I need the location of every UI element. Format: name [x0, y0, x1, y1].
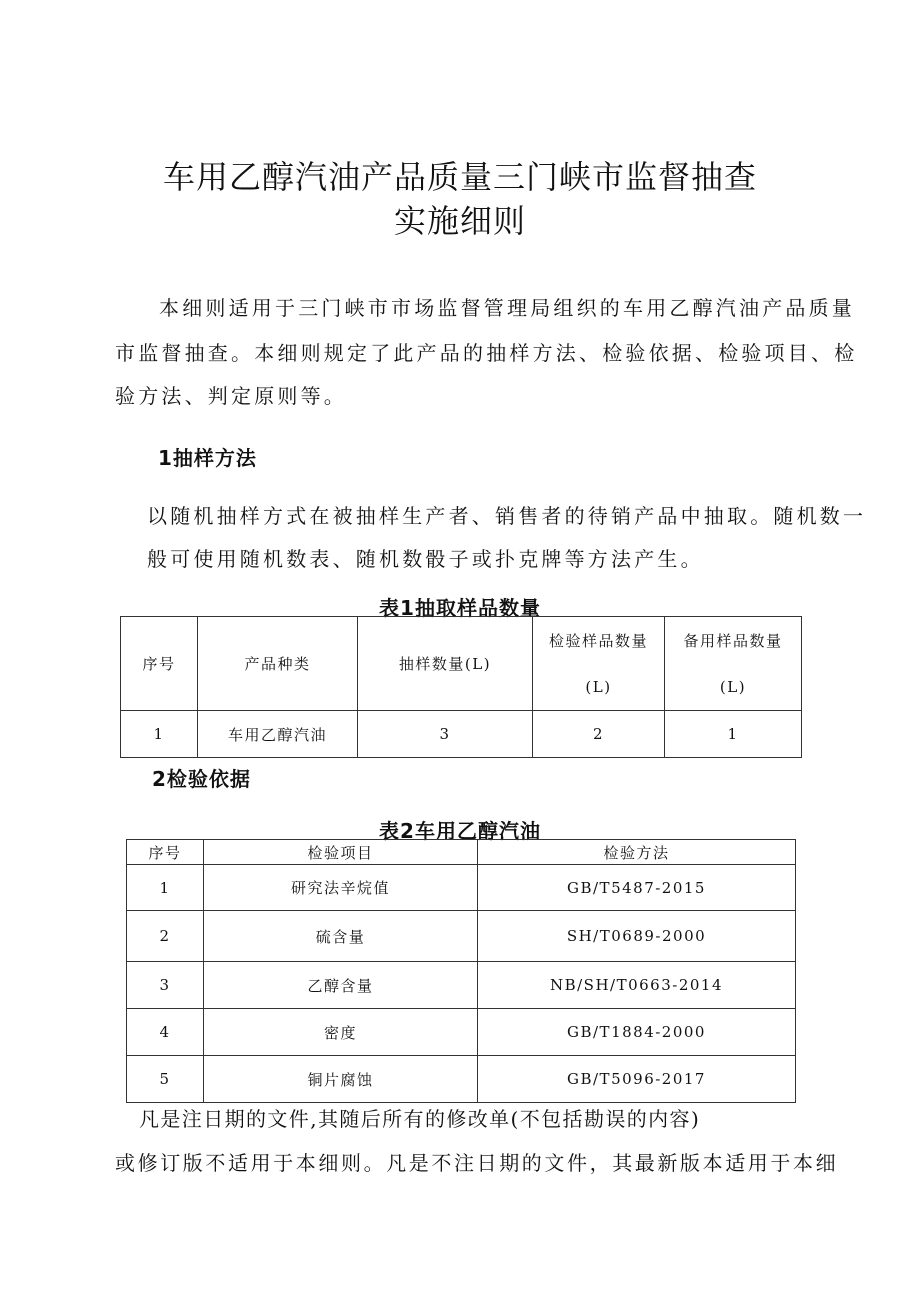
- table1-header-test-qty-line1: 检验样品数量: [548, 631, 648, 650]
- doc-title-line1: 车用乙醇汽油产品质量三门峡市监督抽查: [162, 158, 757, 196]
- table1-cell-sample-qty: 3: [358, 711, 533, 758]
- doc-title-line2: 实施细则: [393, 202, 526, 240]
- sample-quantity-table: [120, 616, 802, 758]
- table2-cell-item: 研究法辛烷值: [204, 865, 478, 911]
- table2-header-row: [127, 840, 796, 865]
- table2-cell-seq: 2: [127, 911, 204, 962]
- table1-header-spare-qty: [665, 617, 802, 711]
- table2-cell-method: NB/SH/T0663-2014: [478, 962, 796, 1009]
- table-row: [127, 1009, 796, 1056]
- table1-header-test-qty-line2: (L): [585, 677, 612, 696]
- table2-cell-method: SH/T0689-2000: [478, 911, 796, 962]
- footer-line-2: 或修订版不适用于本细则。凡是不注日期的文件，其最新版本适用于本细: [115, 1151, 839, 1175]
- table2-header-item: 检验项目: [204, 840, 478, 865]
- section1-heading: 1抽样方法: [158, 446, 257, 470]
- table1-header-seq: 序号: [121, 617, 198, 711]
- table1-cell-test-qty: 2: [533, 711, 665, 758]
- table1-header-sample-qty: 抽样数量(L): [358, 617, 533, 711]
- table1-header-spare-qty-line2: (L): [719, 677, 747, 696]
- table2-header-seq: 序号: [127, 840, 204, 865]
- intro-line-2: 市监督抽查。本细则规定了此产品的抽样方法、检验依据、检验项目、检: [115, 341, 858, 365]
- table2-cell-seq: 5: [127, 1056, 204, 1103]
- table2-header-method: 检验方法: [478, 840, 796, 865]
- table2-cell-seq: 3: [127, 962, 204, 1009]
- table2-cell-method: GB/T5487-2015: [478, 865, 796, 911]
- table1-header-row: [121, 617, 802, 711]
- intro-line-1: 本细则适用于三门峡市市场监督管理局组织的车用乙醇汽油产品质量: [159, 296, 855, 320]
- table2-cell-seq: 4: [127, 1009, 204, 1056]
- footer-line-1: 凡是注日期的文件,其随后所有的修改单(不包括勘误的内容): [139, 1107, 701, 1131]
- table-row: [127, 962, 796, 1009]
- section1-line-2: 般可使用随机数表、随机数骰子或扑克牌等方法产生。: [147, 547, 704, 571]
- table1-header-category: 产品种类: [198, 617, 358, 711]
- table1-header-spare-qty-line1: 备用样品数量: [683, 631, 783, 650]
- test-basis-table: [126, 839, 796, 1103]
- section2-heading: 2检验依据: [152, 767, 251, 791]
- section1-line-1: 以随机抽样方式在被抽样生产者、销售者的待销产品中抽取。随机数一: [147, 504, 867, 528]
- table2-cell-method: GB/T1884-2000: [478, 1009, 796, 1056]
- table2-cell-method: GB/T5096-2017: [478, 1056, 796, 1103]
- table-row: [121, 711, 802, 758]
- table2-cell-item: 硫含量: [204, 911, 478, 962]
- table1-caption: 表1抽取样品数量: [379, 596, 541, 620]
- table-row: [127, 911, 796, 962]
- table1-cell-seq: 1: [121, 711, 198, 758]
- table1-cell-category: 车用乙醇汽油: [198, 711, 358, 758]
- table2-cell-item: 乙醇含量: [204, 962, 478, 1009]
- table2-caption: 表2车用乙醇汽油: [379, 819, 541, 843]
- table-row: [127, 1056, 796, 1103]
- table2-cell-item: 密度: [204, 1009, 478, 1056]
- table-row: [127, 865, 796, 911]
- table2-cell-seq: 1: [127, 865, 204, 911]
- table2-cell-item: 铜片腐蚀: [204, 1056, 478, 1103]
- table1-cell-spare-qty: 1: [665, 711, 802, 758]
- table1-header-test-qty: [533, 617, 665, 711]
- intro-line-3: 验方法、判定原则等。: [115, 384, 347, 408]
